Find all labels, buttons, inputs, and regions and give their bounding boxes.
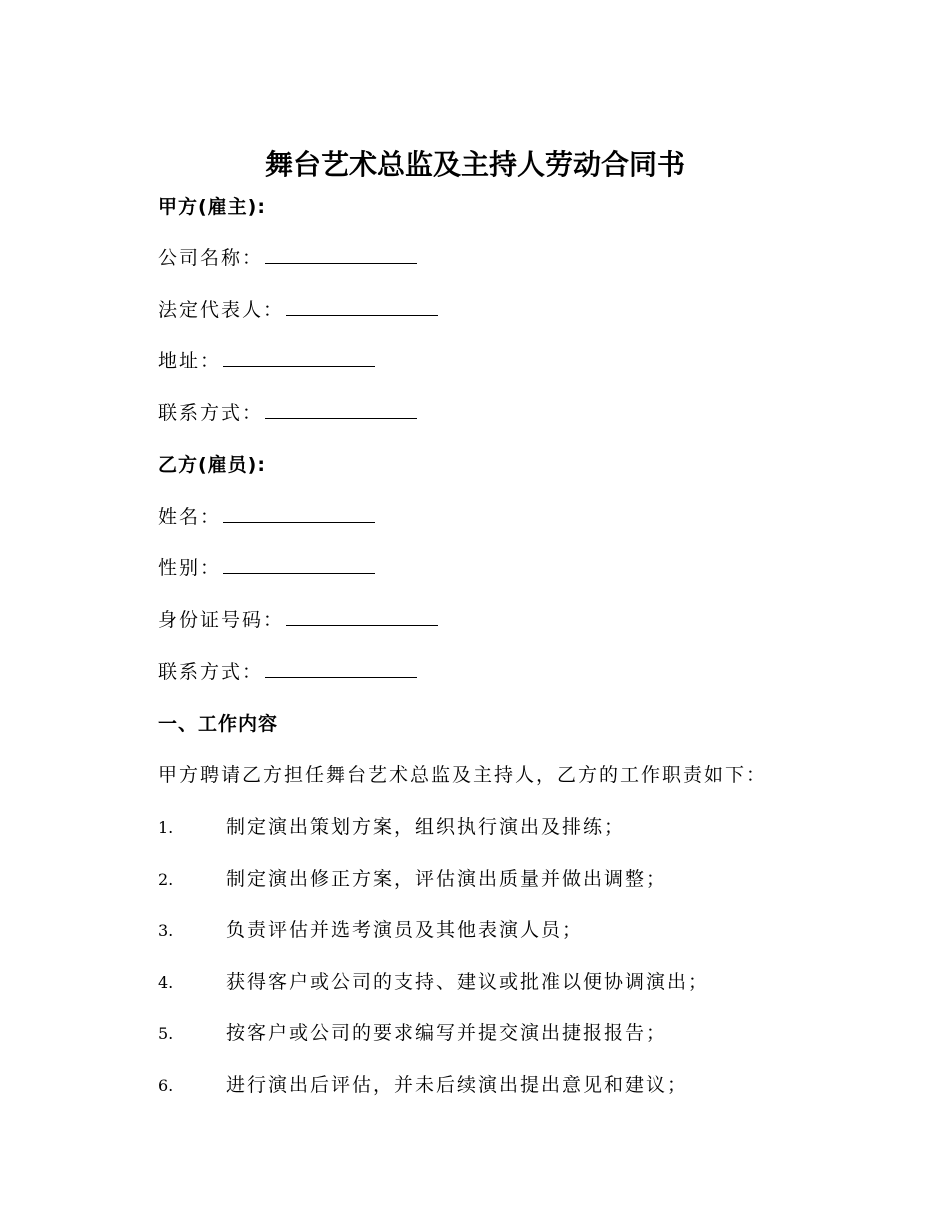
list-item-number: 3. bbox=[158, 921, 174, 940]
list-item-number: 5. bbox=[158, 1024, 174, 1043]
list-item-text: 进行演出后评估，并未后续演出提出意见和建议； bbox=[226, 1074, 689, 1096]
name-blank bbox=[223, 504, 375, 523]
list-item-number: 6. bbox=[158, 1076, 174, 1095]
address-blank bbox=[223, 348, 375, 367]
list-item-number: 4. bbox=[158, 973, 174, 992]
legal-representative-blank bbox=[286, 297, 438, 316]
address-label: 地址： bbox=[158, 350, 222, 372]
list-item-text: 负责评估并选考演员及其他表演人员； bbox=[226, 919, 584, 941]
id-number-field bbox=[158, 607, 438, 633]
id-number-label: 身份证号码： bbox=[158, 609, 285, 631]
party-a-contact-field bbox=[158, 400, 417, 426]
party-b-contact-blank bbox=[265, 659, 417, 678]
legal-representative-field bbox=[158, 297, 438, 323]
address-field bbox=[158, 348, 375, 374]
list-item-text: 按客户或公司的要求编写并提交演出捷报报告； bbox=[226, 1022, 668, 1044]
party-b-contact-field bbox=[158, 659, 417, 685]
id-number-blank bbox=[286, 607, 438, 626]
gender-field bbox=[158, 555, 375, 581]
gender-blank bbox=[223, 555, 375, 574]
gender-label: 性别： bbox=[158, 557, 222, 579]
name-field bbox=[158, 504, 375, 530]
document-title: 舞台艺术总监及主持人劳动合同书 bbox=[264, 148, 685, 181]
list-item-text: 获得客户或公司的支持、建议或批准以便协调演出； bbox=[226, 971, 710, 993]
legal-representative-label: 法定代表人： bbox=[158, 299, 285, 321]
list-item bbox=[158, 917, 583, 944]
list-item-number: 1. bbox=[158, 818, 174, 837]
party-a-contact-label: 联系方式： bbox=[158, 402, 264, 424]
list-item bbox=[158, 969, 709, 996]
party-a-heading: 甲方(雇主): bbox=[158, 196, 266, 218]
list-item bbox=[158, 1072, 688, 1099]
list-item-text: 制定演出策划方案，组织执行演出及排练； bbox=[226, 816, 626, 838]
party-b-contact-label: 联系方式： bbox=[158, 661, 264, 683]
company-name-blank bbox=[265, 245, 417, 264]
company-name-label: 公司名称： bbox=[158, 247, 264, 269]
company-name-field bbox=[158, 245, 417, 271]
section-heading-work-content: 一、工作内容 bbox=[158, 713, 279, 735]
list-item bbox=[158, 1020, 667, 1047]
list-item-text: 制定演出修正方案，评估演出质量并做出调整； bbox=[226, 868, 668, 890]
party-b-heading: 乙方(雇员): bbox=[158, 454, 266, 476]
list-item bbox=[158, 814, 625, 841]
name-label: 姓名： bbox=[158, 506, 222, 528]
list-item bbox=[158, 866, 667, 893]
list-item-number: 2. bbox=[158, 870, 174, 889]
section-intro: 甲方聘请乙方担任舞台艺术总监及主持人，乙方的工作职责如下： bbox=[158, 764, 768, 786]
party-a-contact-blank bbox=[265, 400, 417, 419]
